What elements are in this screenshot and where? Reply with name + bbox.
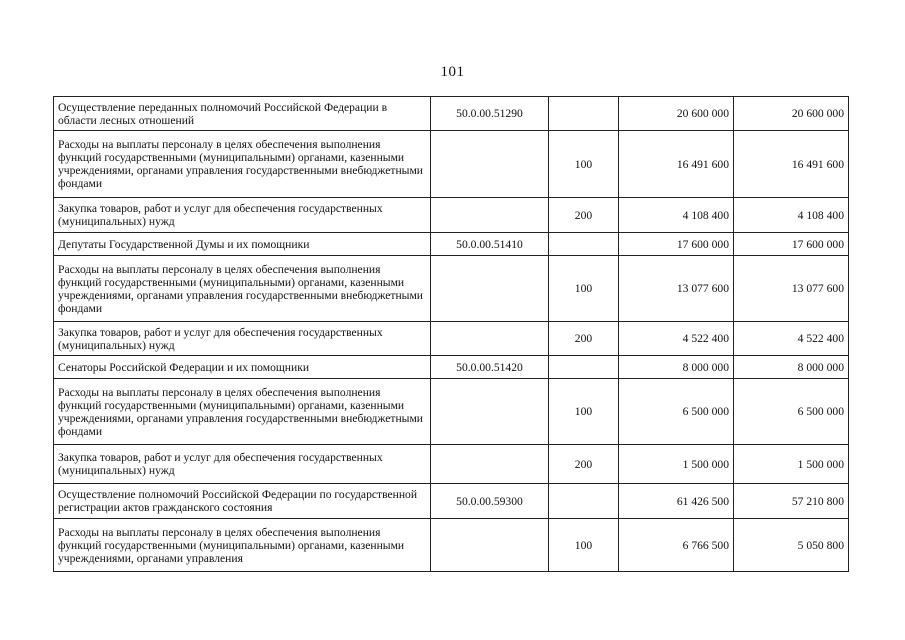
row-amount-2: 4 108 400 [734, 198, 849, 233]
row-amount-1: 6 766 500 [619, 519, 734, 572]
row-name: Расходы на выплаты персоналу в целях обеспечения выполнения функций государственными (муниципальными) органами, казенными учреждениями, органами управления государственными внебюджетными фондами [54, 379, 431, 445]
row-code: 50.0.00.51420 [431, 356, 549, 379]
row-amount-1: 4 108 400 [619, 198, 734, 233]
row-amount-2: 4 522 400 [734, 322, 849, 356]
row-code [431, 198, 549, 233]
row-amount-1: 17 600 000 [619, 233, 734, 256]
row-amount-1: 1 500 000 [619, 445, 734, 484]
table-row [54, 484, 849, 519]
row-amount-2: 1 500 000 [734, 445, 849, 484]
row-expense-type [549, 233, 619, 256]
table-row [54, 379, 849, 445]
row-name: Осуществление переданных полномочий Российской Федерации в области лесных отношений [54, 97, 431, 131]
table-row [54, 97, 849, 131]
row-amount-2: 57 210 800 [734, 484, 849, 519]
row-code [431, 379, 549, 445]
row-amount-2: 8 000 000 [734, 356, 849, 379]
row-name: Расходы на выплаты персоналу в целях обеспечения выполнения функций государственными (муниципальными) органами, казенными учреждениями, органами управления [54, 519, 431, 572]
row-code [431, 519, 549, 572]
row-expense-type: 100 [549, 379, 619, 445]
table-row [54, 519, 849, 572]
row-name: Сенаторы Российской Федерации и их помощники [54, 356, 431, 379]
row-amount-1: 13 077 600 [619, 256, 734, 322]
row-amount-1: 16 491 600 [619, 131, 734, 198]
row-expense-type: 200 [549, 445, 619, 484]
row-amount-1: 4 522 400 [619, 322, 734, 356]
row-name: Осуществление полномочий Российской Федерации по государственной регистрации актов гражданского состояния [54, 484, 431, 519]
row-expense-type: 100 [549, 256, 619, 322]
row-code [431, 322, 549, 356]
row-code [431, 256, 549, 322]
row-amount-2: 13 077 600 [734, 256, 849, 322]
row-code [431, 445, 549, 484]
row-expense-type [549, 484, 619, 519]
row-code: 50.0.00.51410 [431, 233, 549, 256]
row-amount-2: 17 600 000 [734, 233, 849, 256]
row-code: 50.0.00.59300 [431, 484, 549, 519]
table-row [54, 445, 849, 484]
row-expense-type: 200 [549, 198, 619, 233]
row-amount-1: 61 426 500 [619, 484, 734, 519]
row-name: Расходы на выплаты персоналу в целях обеспечения выполнения функций государственными (муниципальными) органами, казенными учреждениями, органами управления государственными внебюджетными фондами [54, 256, 431, 322]
row-code [431, 131, 549, 198]
row-expense-type: 100 [549, 519, 619, 572]
table-row [54, 131, 849, 198]
row-amount-2: 6 500 000 [734, 379, 849, 445]
table-row [54, 198, 849, 233]
row-name: Депутаты Государственной Думы и их помощники [54, 233, 431, 256]
table-row [54, 322, 849, 356]
row-amount-1: 6 500 000 [619, 379, 734, 445]
row-amount-2: 16 491 600 [734, 131, 849, 198]
row-name: Закупка товаров, работ и услуг для обеспечения государственных (муниципальных) нужд [54, 445, 431, 484]
row-expense-type: 200 [549, 322, 619, 356]
row-amount-1: 8 000 000 [619, 356, 734, 379]
row-expense-type [549, 97, 619, 131]
row-amount-2: 5 050 800 [734, 519, 849, 572]
row-amount-1: 20 600 000 [619, 97, 734, 131]
row-name: Закупка товаров, работ и услуг для обеспечения государственных (муниципальных) нужд [54, 322, 431, 356]
row-expense-type [549, 356, 619, 379]
row-amount-2: 20 600 000 [734, 97, 849, 131]
row-name: Расходы на выплаты персоналу в целях обеспечения выполнения функций государственными (муниципальными) органами, казенными учреждениями, органами управления государственными внебюджетными фондами [54, 131, 431, 198]
table-row [54, 233, 849, 256]
table-row [54, 256, 849, 322]
page-number: 101 [440, 64, 465, 80]
budget-table [53, 96, 849, 572]
row-name: Закупка товаров, работ и услуг для обеспечения государственных (муниципальных) нужд [54, 198, 431, 233]
row-expense-type: 100 [549, 131, 619, 198]
row-code: 50.0.00.51290 [431, 97, 549, 131]
table-row [54, 356, 849, 379]
